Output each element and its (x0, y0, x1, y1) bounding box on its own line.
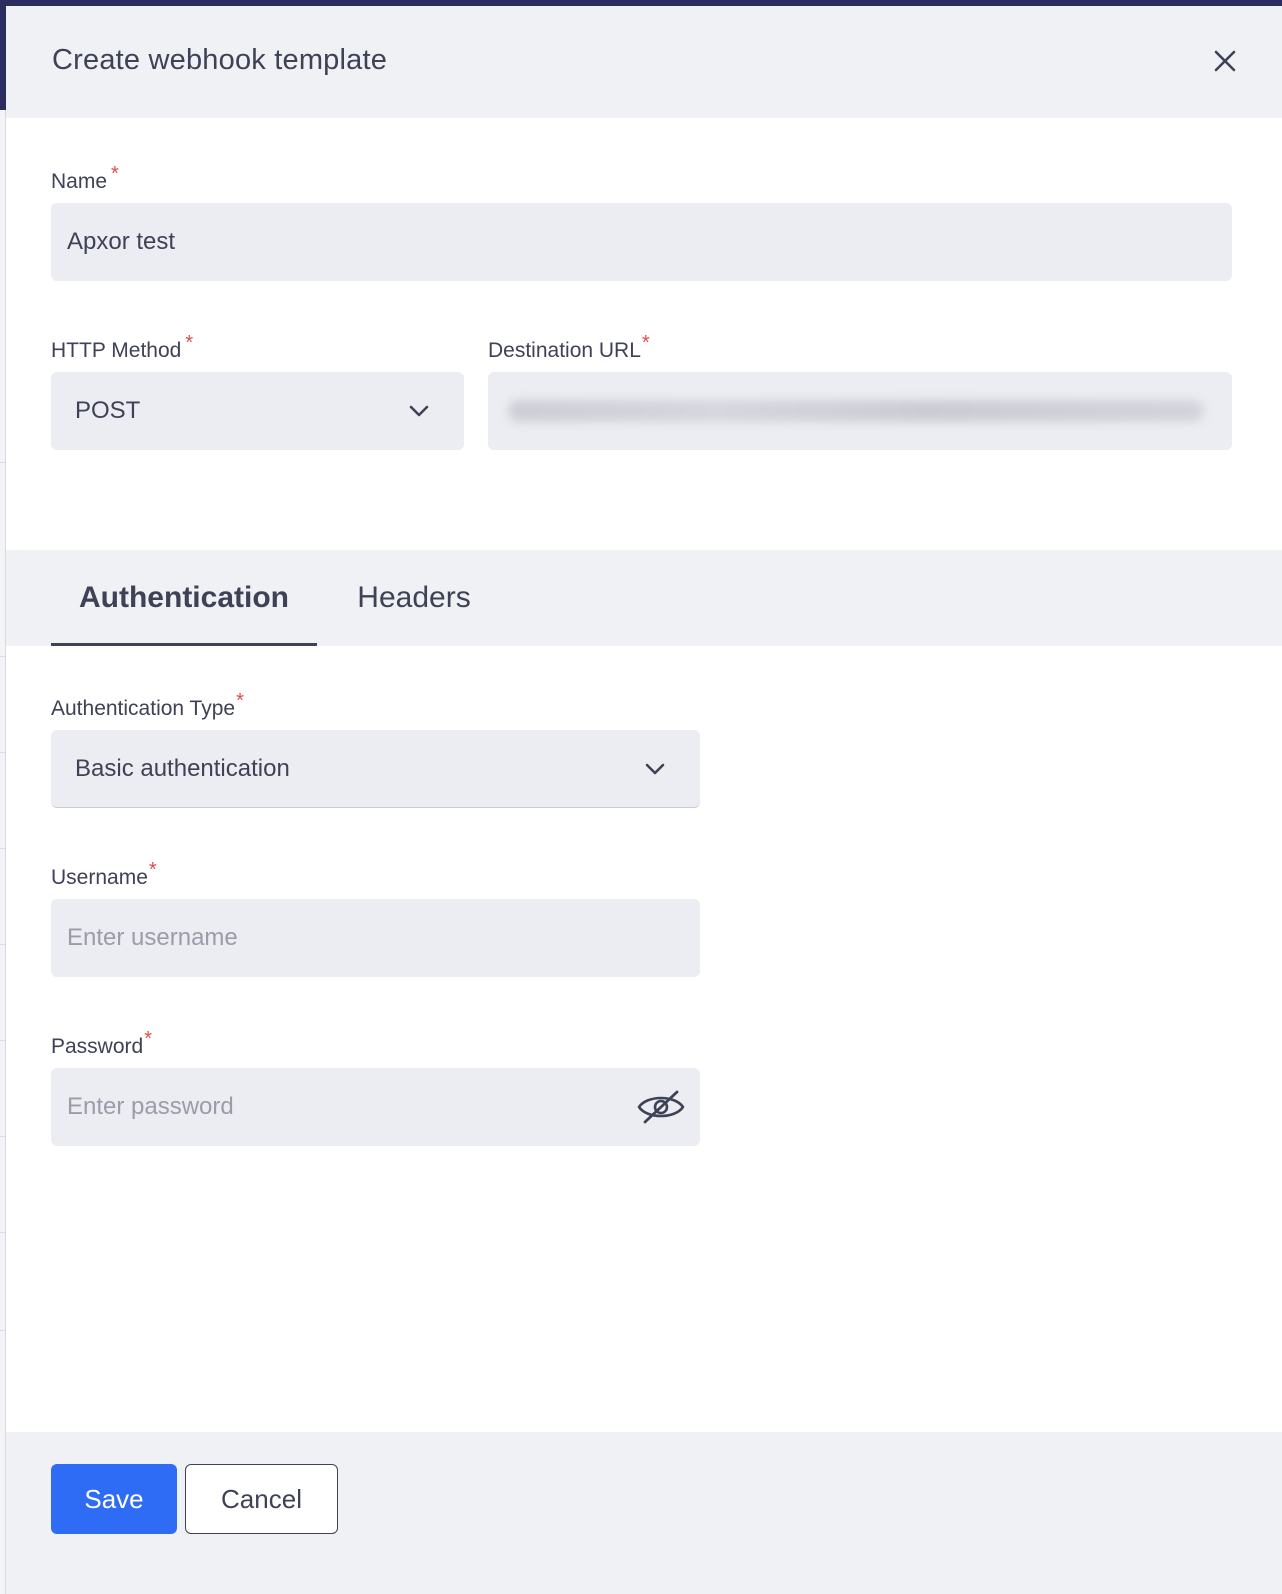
close-icon (1210, 46, 1240, 76)
required-marker: * (148, 859, 157, 881)
destination-url-field[interactable] (488, 372, 1232, 450)
name-input[interactable] (51, 203, 1232, 281)
required-marker: * (641, 332, 650, 354)
close-button[interactable] (1210, 46, 1240, 76)
authentication-type-select[interactable] (51, 730, 700, 808)
tab-headers[interactable]: Headers (357, 581, 471, 614)
username-input[interactable] (51, 899, 700, 977)
drawer-header (6, 6, 1282, 118)
username-label: Username* (51, 859, 157, 889)
http-method-select[interactable] (51, 372, 464, 450)
active-tab-indicator (51, 643, 317, 646)
tab-authentication[interactable]: Authentication (51, 550, 317, 646)
create-webhook-drawer (6, 6, 1282, 1594)
required-marker: * (236, 690, 244, 712)
tab-bar (6, 550, 1282, 646)
name-field[interactable] (51, 203, 1232, 281)
save-button[interactable]: Save (51, 1464, 177, 1534)
required-marker: * (144, 1028, 152, 1050)
http-method-label: HTTP Method * (51, 332, 194, 362)
destination-url-redacted-value (508, 400, 1204, 422)
chevron-down-icon (408, 404, 430, 418)
required-marker: * (185, 332, 194, 354)
authentication-type-label: Authentication Type* (51, 690, 244, 720)
http-method-value: POST (75, 397, 141, 424)
username-field[interactable] (51, 899, 700, 977)
destination-url-label: Destination URL* (488, 332, 650, 362)
password-input[interactable] (51, 1068, 700, 1146)
authentication-type-value: Basic authentication (75, 754, 290, 782)
required-marker: * (111, 163, 119, 185)
password-label: Password* (51, 1028, 152, 1058)
cancel-button[interactable]: Cancel (185, 1464, 338, 1534)
name-label: Name * (51, 163, 119, 193)
eye-slash-icon[interactable] (636, 1089, 686, 1125)
drawer-footer (6, 1432, 1282, 1594)
drawer-title: Create webhook template (52, 44, 388, 76)
chevron-down-icon (644, 762, 666, 776)
password-field[interactable] (51, 1068, 700, 1146)
